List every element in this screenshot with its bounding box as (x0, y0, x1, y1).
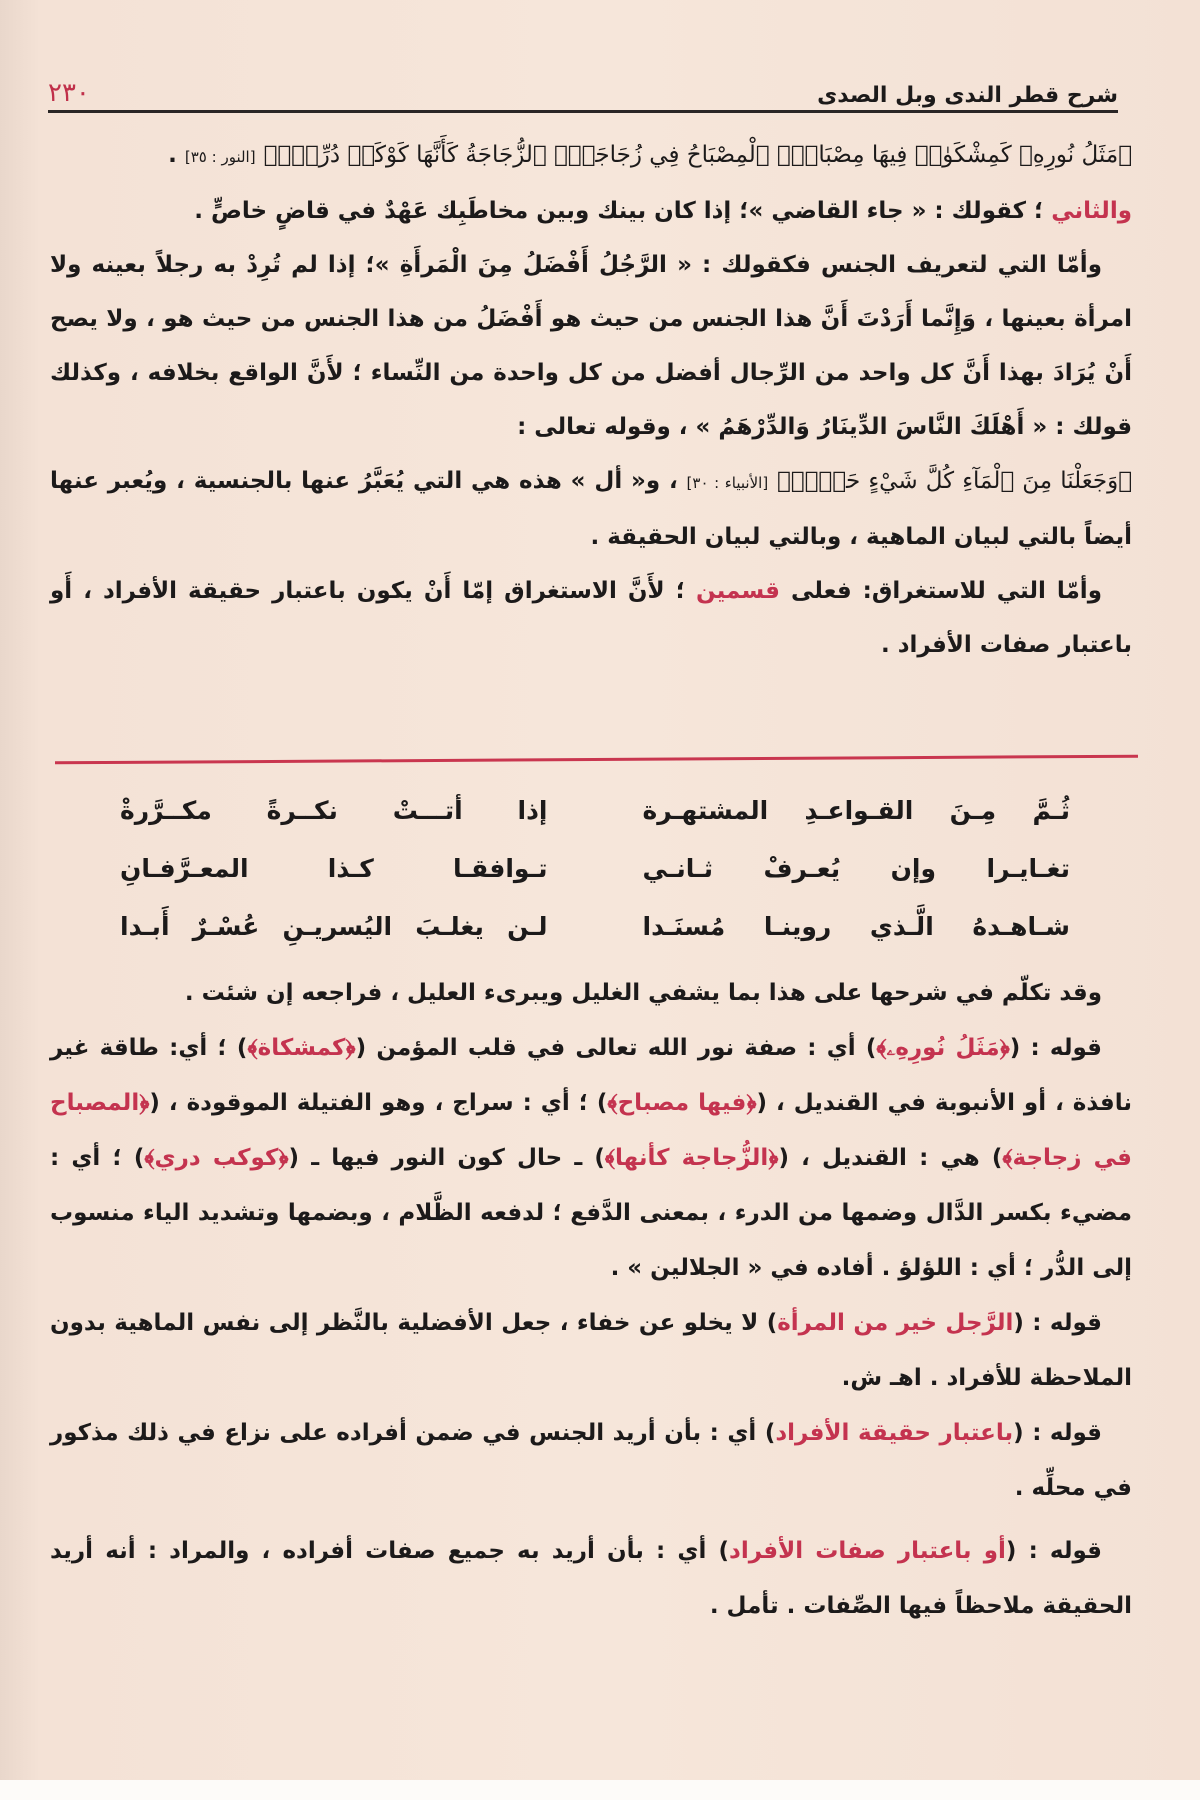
page-number: ٢٣٠ (48, 78, 90, 108)
quoted-term: باعتبار حقيقة الأفراد (775, 1420, 1014, 1446)
quran-text: ﴿مَثَلُ نُورِهِۦ كَمِشْكَوٰةٖ فِيهَا مِصْبَاحٌۖ ٱلْمِصْبَاحُ فِي زُجَاجَةٍۖ ٱلزُّجَاجَةُ كَأَنَّهَا كَوْكَبٞ دُرِّيّٞ﴾ (263, 142, 1132, 168)
paragraph-istighraq (50, 564, 1132, 672)
quran-verse-anbiya (50, 454, 1132, 564)
paragraph-text: وأمّا التي للاستغراق: فعلى (779, 578, 1102, 604)
quoted-term: ﴿المصباح في زجاجة﴾ (50, 1090, 1132, 1171)
note-text: قوله : ( (1013, 1310, 1102, 1336)
note-text: ) ؛ أي : سراج ، وهو الفتيلة الموقودة ، ( (149, 1090, 608, 1116)
hemistich-second: لـن يغلـبَ اليُسريـنِ عُسْـرٌ أَبـدا (120, 912, 548, 941)
note-text: ) هي : القنديل ، ( (778, 1145, 1003, 1171)
hemistich-second: إذا أتـــتْ نكــرةً مكــرَّرةْ (120, 796, 548, 825)
footnote-2 (50, 1021, 1132, 1296)
footnotes (50, 966, 1132, 1634)
header-rule (48, 110, 1118, 113)
note-text: قوله : ( (1009, 1035, 1102, 1061)
quran-verse-nur (50, 128, 1132, 184)
spacer (50, 1516, 1132, 1524)
verse-reference: [الأنبياء : ٣٠] (686, 474, 769, 492)
note-text: ) أي : بأن أريد به جميع صفات أفراده ، والمراد : أنه أريد الحقيقة ملاحظاً فيها الصِّفات . تأمل . (50, 1538, 1132, 1619)
note-text: ) ؛ أي: طاقة غير نافذة ، أو الأنبوبة في القنديل ، ( (50, 1035, 1132, 1116)
hemistich-first: تغـايـرا وإن يُعـرفْ ثـانـي (642, 854, 1070, 883)
footnote-divider (55, 755, 1138, 765)
punctuation: . (168, 142, 185, 168)
note-text: ) ـ حال كون النور فيها ـ ( (288, 1145, 605, 1171)
main-text (50, 128, 1132, 672)
paragraph-text: ؛ كقولك : « جاء القاضي »؛ إذا كان بينك وبين مخاطَبِك عَهْدٌ في قاضٍ خاصٍّ . (194, 198, 1052, 224)
highlight-term: قسمين (695, 578, 780, 604)
poem-verse (120, 782, 1070, 840)
paragraph-text: ؛ لأَنَّ الاستغراق إمّا أَنْ يكون باعتبار حقيقة الأفراد ، أَو باعتبار صفات الأفراد . (50, 578, 1132, 658)
quoted-term: ﴿مَثَلُ نُورِهِۦ﴾ (876, 1035, 1010, 1061)
quran-text: ﴿وَجَعَلْنَا مِنَ ٱلْمَآءِ كُلَّ شَيْءٍ حَيٍّۚ﴾ (777, 468, 1133, 494)
paragraph-second (50, 184, 1132, 238)
footnote-1: وقد تكلّم في شرحها على هذا بما يشفي الغليل ويبرىء العليل ، فراجعه إن شئت . (184, 980, 1102, 1006)
footnote-3 (50, 1296, 1132, 1406)
quoted-term: الرَّجل خير من المرأة (777, 1310, 1014, 1336)
page-header (48, 68, 1118, 108)
hemistich-first: ثُـمَّ مِـنَ القـواعـدِ المشتهـرة (642, 796, 1070, 825)
note-text: قوله : ( (1013, 1420, 1102, 1446)
quoted-term: ﴿كوكب دري﴾ (144, 1145, 289, 1171)
quoted-term: ﴿كمشكاة﴾ (247, 1035, 356, 1061)
note-text: ) أي : صفة نور الله تعالى في قلب المؤمن ( (355, 1035, 877, 1061)
poem (120, 782, 1070, 956)
poem-verse (120, 840, 1070, 898)
page-bottom-edge (0, 1780, 1200, 1800)
note-text: قوله : ( (1005, 1538, 1102, 1564)
footnote-5 (50, 1524, 1132, 1634)
hemistich-first: شـاهـدهُ الَّـذي روينـا مُسنَـدا (642, 912, 1070, 941)
quoted-term: ﴿الزُّجاجة كأنها﴾ (604, 1145, 779, 1171)
book-title: شرح قطر الندى وبل الصدى (817, 83, 1118, 108)
paragraph-text: ، و« أل » هذه هي التي يُعَبَّرُ عنها بالجنسية ، ويُعبر عنها أيضاً بالتي لبيان الماهية ، وبالتي لبيان الحقيقة . (50, 468, 1132, 550)
footnote-4 (50, 1406, 1132, 1516)
quoted-term: ﴿فيها مصباح﴾ (607, 1090, 757, 1116)
term-label: والثاني (1051, 198, 1132, 224)
poem-verse (120, 898, 1070, 956)
hemistich-second: تـوافقـا كـذا المعـرَّفـانِ (120, 854, 548, 883)
note-text: ) ؛ أي : مضيء بكسر الدَّال وضمها من الدرء ، بمعنى الدَّفع ؛ لدفعه الظَّلام ، وبضمها وتشديد الياء منسوب إلى الدُّر ؛ أي : اللؤلؤ . أفاده في « الجلالين » . (50, 1145, 1132, 1281)
note-text: ) أي : بأن أريد الجنس في ضمن أفراده على نزاع في ذلك مذكور في محلِّه . (50, 1420, 1132, 1501)
note-text: ) لا يخلو عن خفاء ، جعل الأفضلية بالنَّظر إلى نفس الماهية بدون الملاحظة للأفراد . اهـ ش. (50, 1310, 1132, 1391)
verse-reference: [النور : ٣٥] (184, 148, 256, 166)
paragraph-genus: وأمّا التي لتعريف الجنس فكقولك : « الرَّجُلُ أَفْضَلُ مِنَ الْمَرأَةِ »؛ إذا لم تُرِدْ به رجلاً بعينه ولا امرأة بعينها ، وَإِنَّما أَرَدْتَ أَنَّ هذا الجنس من حيث هو أَفْضَلُ من هذا الجنس من حيث هو ، ولا يصح أَنْ يُرَادَ بهذا أَنَّ كل واحد من الرِّجال أفضل من كل واحدة من النِّساء ؛ لأَنَّ الواقع بخلافه ، وكذلك قولك : « أَهْلَكَ النَّاسَ الدِّينَارُ وَالدِّرْهَمُ » ، وقوله تعالى : (50, 252, 1132, 440)
quoted-term: أو باعتبار صفات الأفراد (729, 1538, 1006, 1564)
